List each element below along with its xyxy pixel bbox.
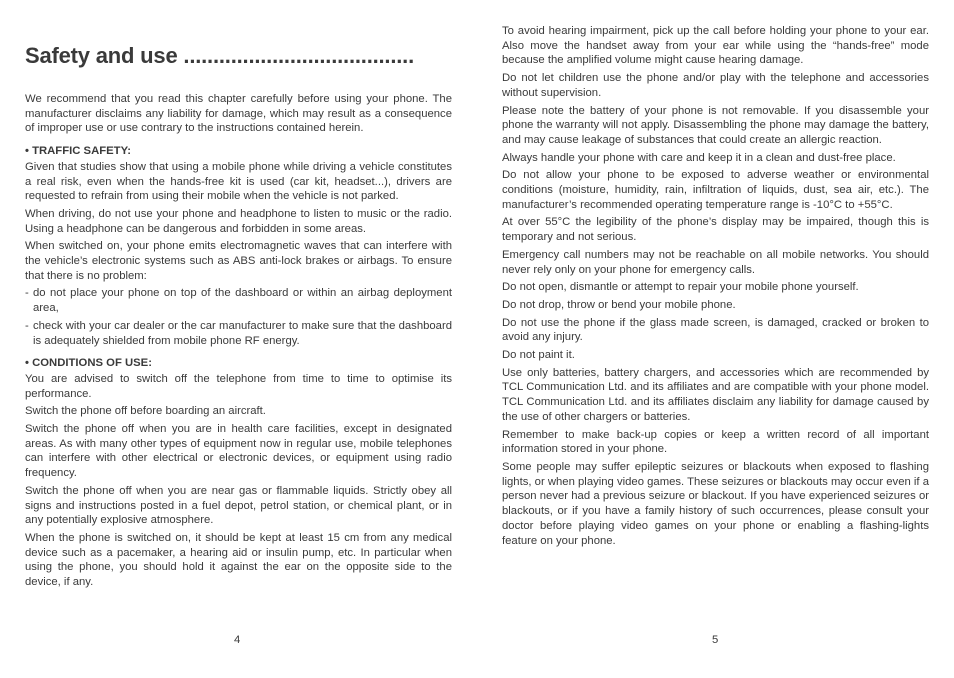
right-paragraph: Do not drop, throw or bend your mobile phone.: [502, 298, 736, 311]
traffic-paragraph-2: When driving, do not use your phone and headphone to listen to music or the radio. Using a headphone can be dangerous and forbidden in some areas.: [25, 207, 452, 235]
traffic-safety-heading: • TRAFFIC SAFETY:: [25, 145, 132, 158]
right-paragraph: At over 55°C the legibility of the phone’s display may be impaired, though this is temporary and not serious.: [502, 216, 929, 244]
right-paragraph: Do not allow your phone to be exposed to adverse weather or environmental conditions (moisture, humidity, rain, infiltration of liquids, dust, sea air, etc.). The manufacturer’s recommended operating temperature range is -10°C to +55°C.: [502, 169, 929, 211]
traffic-bullet-2-text: check with your car dealer or the car manufacturer to make sure that the dashboard is adequately shielded from mobile phone RF energy.: [33, 319, 452, 347]
right-paragraph: Use only batteries, battery chargers, and accessories which are recommended by TCL Communication Ltd. and its affiliates and are compatible with your phone model. TCL Communication Ltd. and its affiliates disclaim any liability for damage caused by the use of other chargers or batteries.: [502, 366, 929, 423]
page-number-right: 5: [712, 634, 719, 646]
right-paragraph: To avoid hearing impairment, pick up the call before holding your phone to your ear. Also move the handset away from your ear while using the “hands-free” mode because the amplified volume might cause hearing damage.: [502, 25, 929, 67]
right-page: [502, 0, 929, 678]
page-title: [25, 42, 452, 70]
traffic-bullet-1: - do not place your phone on top of the dashboard or within an airbag deployment area,: [25, 287, 452, 315]
traffic-bullet-2: - check with your car dealer or the car manufacturer to make sure that the dashboard is adequately shielded from mobile phone RF energy.: [25, 319, 452, 347]
right-paragraph: Always handle your phone with care and keep it in a clean and dust-free place.: [502, 151, 896, 164]
conditions-of-use-heading: • CONDITIONS OF USE:: [25, 357, 152, 370]
conditions-paragraph-3: Switch the phone off when you are in health care facilities, except in designated areas. As with many other types of equipment now in regular use, mobile telephones can interfere with other electrical or electronic devices, or equipment using radio frequency.: [25, 423, 452, 480]
conditions-paragraph-2: Switch the phone off before boarding an aircraft.: [25, 405, 266, 418]
conditions-paragraph-5: When the phone is switched on, it should be kept at least 15 cm from any medical device such as a pacemaker, a hearing aid or insulin pump, etc. In particular when using the phone, you should hold it against the ear on the opposite side to the device, if any.: [25, 531, 452, 589]
right-paragraph: Remember to make back-up copies or keep a written record of all important information stored in your phone.: [502, 428, 929, 456]
right-paragraph: Some people may suffer epileptic seizures or blackouts when exposed to flashing lights, or when playing video games. These seizures or blackouts may occur even if a person never had a previous seizure or blackout. If you have experienced seizures or blackouts, or if you have a family history of such occurrences, please consult your doctor before playing video games on your phone or enabling a flashing-lights feature on your phone.: [502, 460, 929, 547]
right-paragraph: Do not use the phone if the glass made screen, is damaged, cracked or broken to avoid any injury.: [502, 316, 929, 344]
right-paragraph: Do not open, dismantle or attempt to repair your mobile phone yourself.: [502, 281, 859, 294]
intro-paragraph: We recommend that you read this chapter carefully before using your phone. The manufacturer disclaims any liability for damage, which may result as a consequence of improper use or use contrary to the instructions contained herein.: [25, 93, 452, 135]
right-body: [502, 24, 929, 548]
right-paragraph: Emergency call numbers may not be reachable on all mobile networks. You should never rely only on your phone for emergency calls.: [502, 248, 929, 276]
title-text: Safety and use: [25, 43, 178, 68]
traffic-bullet-1-text: do not place your phone on top of the dashboard or within an airbag deployment area,: [33, 287, 452, 315]
conditions-paragraph-4: Switch the phone off when you are near gas or flammable liquids. Strictly obey all signs and instructions posted in a fuel depot, petrol station, or chemical plant, or in any potentially explosive atmosphere.: [25, 484, 452, 527]
left-page: [25, 0, 452, 678]
title-leader-dots: .......................................: [183, 43, 414, 68]
traffic-paragraph-1: Given that studies show that using a mobile phone while driving a vehicle constitutes a real risk, even when the hands-free kit is used (car kit, headset...), drivers are requested to refrain from using their mobile when the vehicle is not parked.: [25, 160, 452, 203]
right-paragraph: Do not let children use the phone and/or play with the telephone and accessories without supervision.: [502, 72, 929, 99]
conditions-paragraph-1: You are advised to switch off the telephone from time to time to optimise its performance.: [25, 372, 452, 400]
right-paragraph: Do not paint it.: [502, 349, 575, 362]
traffic-paragraph-3: When switched on, your phone emits electromagnetic waves that can interfere with the vehicle’s electronic systems such as ABS anti-lock brakes or airbags. To ensure that there is no problem:: [25, 240, 452, 282]
right-paragraph: Please note the battery of your phone is not removable. If you disassemble your phone the warranty will not apply. Disassembling the phone may damage the battery, and may cause leakage of substances that could create an allergic reaction.: [502, 104, 929, 146]
page-number-left: 4: [234, 634, 241, 646]
